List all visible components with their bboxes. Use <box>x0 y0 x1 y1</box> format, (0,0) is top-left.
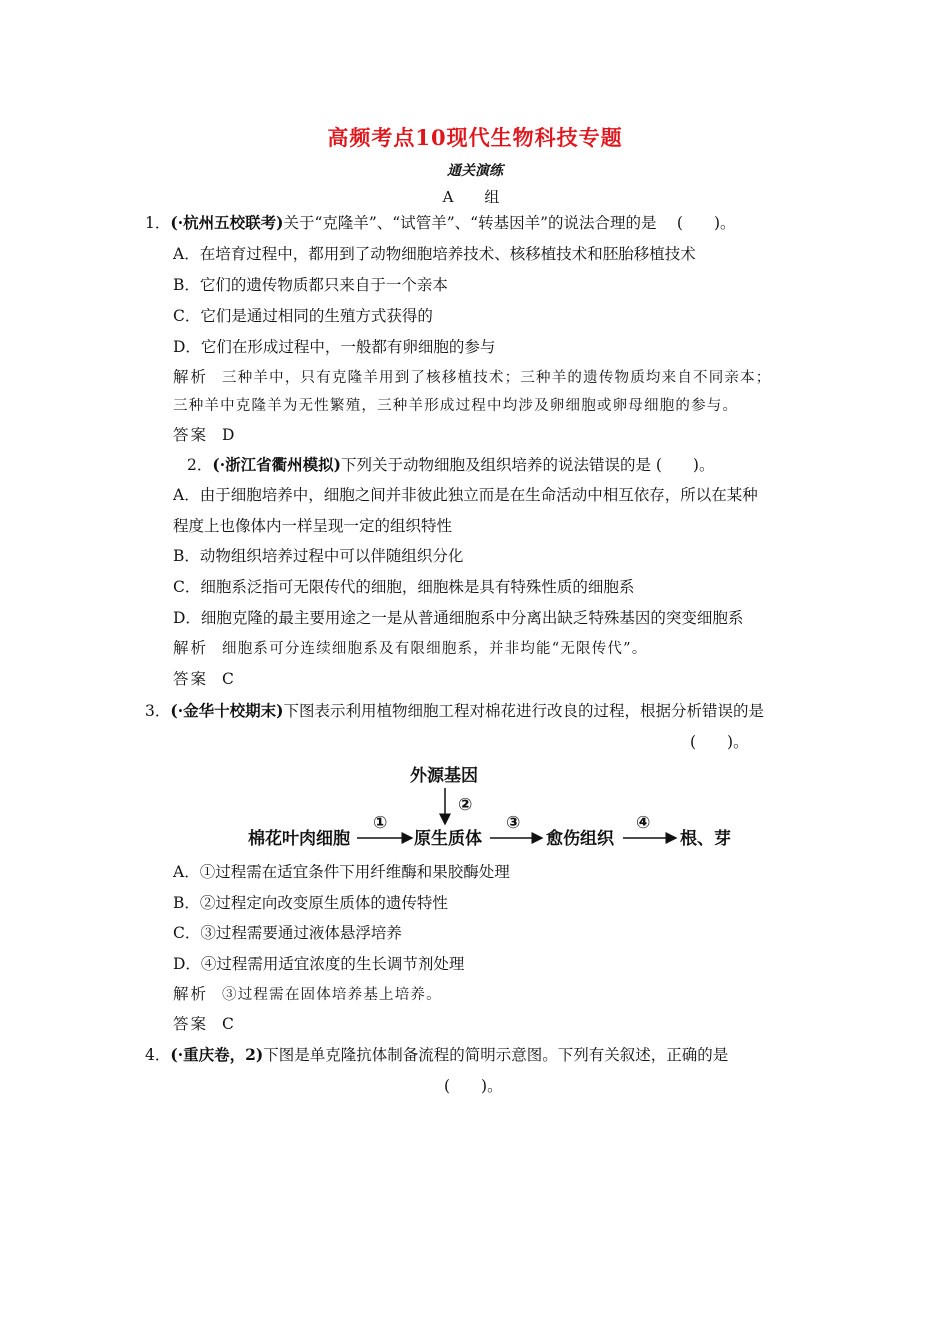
diagram-top-node: 外源基因 <box>410 766 478 786</box>
question-3-answer <box>173 1014 234 1034</box>
question-1-analysis-cont: 三种羊中克隆羊为无性繁殖，三种羊形成过程中均涉及卵细胞或卵母细胞的参与。 <box>173 398 739 414</box>
question-1-answer <box>173 425 234 445</box>
page-subtitle: 通关演练 <box>447 163 503 179</box>
question-3-stem <box>145 701 764 721</box>
question-2-analysis <box>173 638 647 659</box>
question-source: (·杭州五校联考) <box>170 213 284 232</box>
question-1-analysis <box>173 367 772 388</box>
question-text: 下图表示利用植物细胞工程对棉花进行改良的过程，根据分析错误的是 <box>283 702 764 720</box>
analysis-label: 解析 <box>173 368 209 386</box>
answer-label: 答案 <box>173 670 209 688</box>
question-number: 3． <box>145 702 171 720</box>
question-2-option-c: C．细胞系泛指可无限传代的细胞，细胞株是具有特殊性质的细胞系 <box>173 578 635 596</box>
answer-label: 答案 <box>173 1015 209 1033</box>
question-number: 4． <box>145 1046 171 1064</box>
question-4-stem <box>145 1045 728 1065</box>
group-label: A 组 <box>442 188 508 206</box>
question-1-stem <box>145 213 736 233</box>
question-text: 下图是单克隆抗体制备流程的简明示意图。下列有关叙述，正确的是 <box>263 1046 729 1064</box>
question-3-option-d: D．④过程需用适宜浓度的生长调节剂处理 <box>173 955 465 973</box>
diagram-step-2: ② <box>458 795 473 815</box>
question-source: (·重庆卷，2) <box>170 1045 264 1064</box>
page-title: 高频考点10现代生物科技专题 <box>327 125 623 150</box>
analysis-label: 解析 <box>173 639 209 657</box>
diagram-step-1: ① <box>373 813 388 833</box>
diagram-node-leaf-cell: 棉花叶肉细胞 <box>248 829 350 849</box>
question-3-analysis <box>173 984 442 1005</box>
question-2-option-a-cont: 程度上也像体内一样呈现一定的组织特性 <box>173 517 453 535</box>
cotton-improvement-diagram <box>240 760 760 860</box>
question-source: (·金华十校期末) <box>170 701 284 720</box>
diagram-node-protoplast: 原生质体 <box>414 829 482 849</box>
question-1-option-d: D．它们在形成过程中，一般都有卵细胞的参与 <box>173 338 496 356</box>
answer-value: C <box>222 1015 234 1033</box>
question-text: 关于“克隆羊”、“试管羊”、“转基因羊”的说法合理的是 ( )。 <box>283 214 736 232</box>
question-source: (·浙江省衢州模拟) <box>212 455 341 474</box>
question-2-answer <box>173 669 234 689</box>
analysis-text: 三种羊中，只有克隆羊用到了核移植技术；三种羊的遗传物质均来自不同亲本； <box>222 370 772 386</box>
question-3-option-a: A．①过程需在适宜条件下用纤维酶和果胶酶处理 <box>173 863 510 881</box>
analysis-text: 细胞系可分连续细胞系及有限细胞系，并非均能“无限传代”。 <box>222 641 648 657</box>
question-text: 下列关于动物细胞及组织培养的说法错误的是 ( )。 <box>340 456 715 474</box>
question-3-option-b: B．②过程定向改变原生质体的遗传特性 <box>173 894 448 912</box>
diagram-step-4: ④ <box>636 813 651 833</box>
question-1-option-c: C．它们是通过相同的生殖方式获得的 <box>173 307 433 325</box>
question-2-stem <box>187 455 714 475</box>
answer-value: C <box>222 670 234 688</box>
answer-value: D <box>222 426 235 444</box>
diagram-node-root-bud: 根、芽 <box>680 829 731 849</box>
question-3-answer-blank: ( )。 <box>690 733 749 751</box>
diagram-node-callus: 愈伤组织 <box>546 829 614 849</box>
question-3-option-c: C．③过程需要通过液体悬浮培养 <box>173 924 402 942</box>
question-4-answer-blank: ( )。 <box>444 1077 503 1095</box>
analysis-text: ③过程需在固体培养基上培养。 <box>222 987 442 1003</box>
question-1-option-a: A．在培育过程中，都用到了动物细胞培养技术、核移植技术和胚胎移植技术 <box>173 245 696 263</box>
question-1-option-b: B．它们的遗传物质都只来自于一个亲本 <box>173 276 448 294</box>
question-number: 2． <box>187 456 213 474</box>
question-2-option-b: B．动物组织培养过程中可以伴随组织分化 <box>173 547 464 565</box>
analysis-label: 解析 <box>173 985 209 1003</box>
question-number: 1． <box>145 214 171 232</box>
question-2-option-d: D．细胞克隆的最主要用途之一是从普通细胞系中分离出缺乏特殊基因的突变细胞系 <box>173 609 744 627</box>
question-2-option-a: A．由于细胞培养中，细胞之间并非彼此独立而是在生命活动中相互依存，所以在某种 <box>173 486 758 504</box>
diagram-step-3: ③ <box>506 813 521 833</box>
answer-label: 答案 <box>173 426 209 444</box>
